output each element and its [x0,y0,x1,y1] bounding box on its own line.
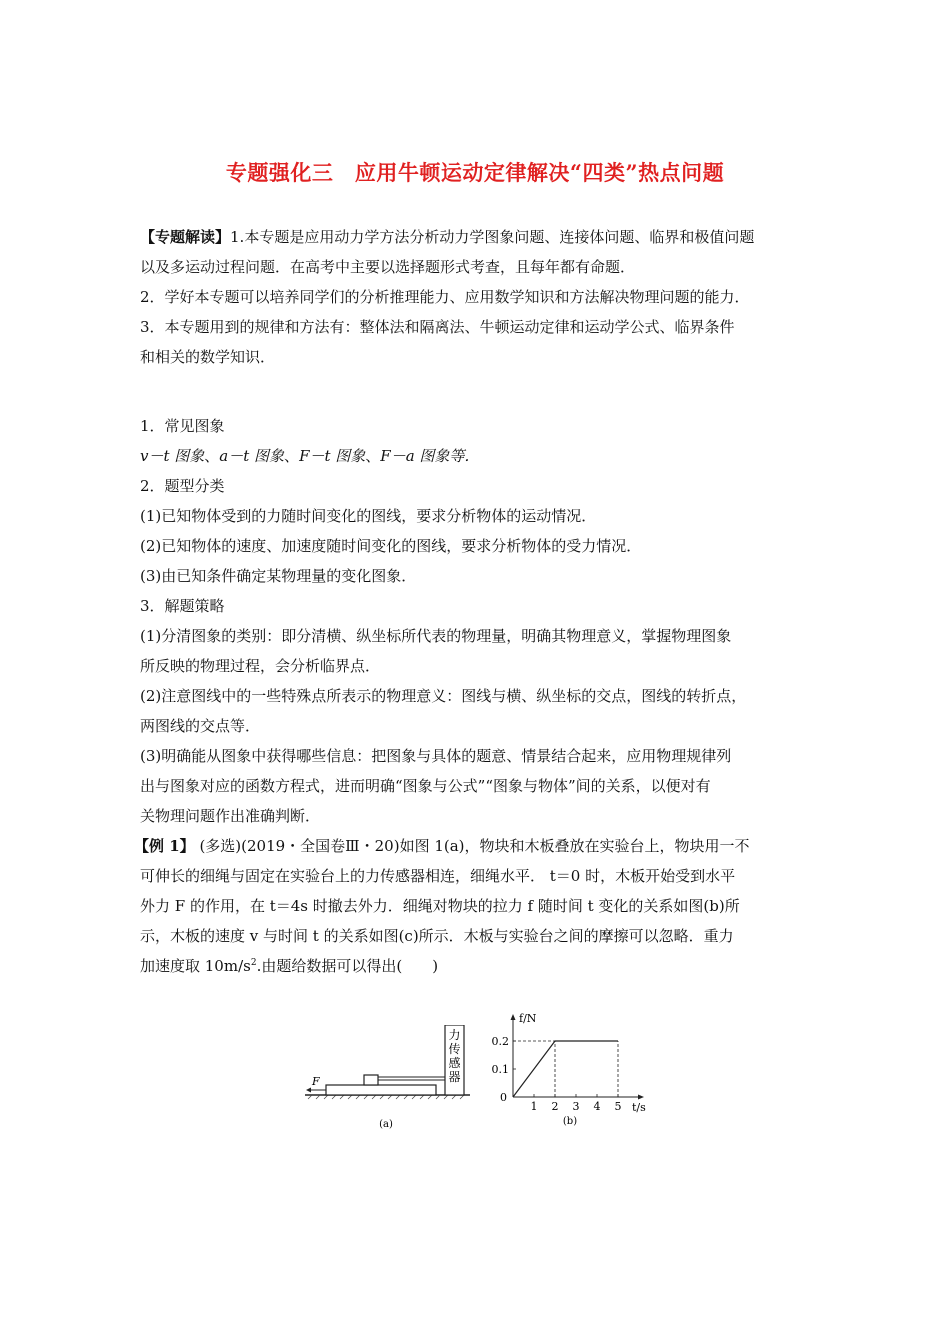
y-axis-arrow [511,1014,516,1020]
intro-line-1: 【专题解读】1.本专题是应用动力学方法分析动力学图象问题、连接体问题、临界和极值问题 [140,228,755,246]
force-arrowhead [306,1088,311,1093]
intro-line-5: 和相关的数学知识． [140,348,276,366]
section-3-item-3c: 关物理问题作出准确判断． [140,807,321,825]
series-line [513,1041,618,1097]
sensor-label-char: 感 [448,1056,461,1070]
section-3-item-3a: (3)明确能从图象中获得哪些信息：把图象与具体的题意、情景结合起来，应用物理规律列 [140,747,732,765]
force-label: F [312,1075,320,1088]
example-line-3: 外力 F 的作用，在 t＝4s 时撤去外力．细绳对物块的拉力 f 随时间 t 变化的关系如图(b)所 [140,897,740,915]
example-line-5: 加速度取 $10m/s^2$.由题给数据可以得出( ) [140,957,439,975]
page-title: 专题强化三 应用牛顿运动定律解决“四类”热点问题 [225,160,725,185]
x-tick-label: 4 [593,1100,601,1113]
figure-a-apparatus [300,1025,480,1135]
intro-line-3: 2．学好本专题可以培养同学们的分析推理能力、应用数学知识和方法解决物理问题的能力． [140,288,750,306]
section-2-item-3: (3)由已知条件确定某物理量的变化图象． [140,567,417,585]
intro-tag: 【专题解读】 [140,228,231,246]
section-1-items: v－t 图象、a－t 图象、F－t 图象、F－a 图象等． [140,447,480,465]
caption-a: (a) [379,1119,393,1130]
figure-b-chart [480,1010,650,1135]
section-3-item-3b: 出与图象对应的函数方程式，进而明确“图象与公式”“图象与物体”间的关系，以便对有 [140,777,711,795]
x-tick-label: 5 [614,1100,622,1113]
sensor-label-char: 器 [448,1070,461,1084]
intro-line-2: 以及多运动过程问题．在高考中主要以选择题形式考查，且每年都有命题． [140,258,636,276]
y-tick-label: 0.2 [491,1035,509,1048]
x-tick-label: 2 [551,1100,559,1113]
section-3-item-1a: (1)分清图象的类别：即分清横、纵坐标所代表的物理量，明确其物理意义，掌握物理图象 [140,627,732,645]
sensor-label-char: 传 [448,1042,461,1056]
caption-b: (b) [562,1116,578,1127]
y-tick-label: 0.1 [491,1063,509,1076]
section-2-item-1: (1)已知物体受到的力随时间变化的图线，要求分析物体的运动情况． [140,507,597,525]
section-1-heading: 1．常见图象 [140,417,225,435]
intro-block [140,222,820,372]
origin-label: 0 [500,1091,507,1104]
x-tick-label: 1 [530,1100,538,1113]
x-axis-label: t/s [632,1101,646,1114]
section-2-heading: 2．题型分类 [140,477,225,495]
sensor-label-char: 力 [448,1028,461,1042]
block [364,1075,378,1085]
intro-line-4: 3．本专题用到的规律和方法有：整体法和隔离法、牛顿运动定律和运动学公式、临界条件 [140,318,735,336]
section-3-item-2a: (2)注意图线中的一些特殊点所表示的物理意义：图线与横、纵坐标的交点，图线的转折点， [140,687,747,705]
section-3-item-1b: 所反映的物理过程，会分析临界点． [140,657,381,675]
section-3-item-2b: 两图线的交点等． [140,717,261,735]
example-line-1: 【例 1】 (多选)(2019・全国卷Ⅲ・20)如图 1(a)，物块和木板叠放在实验台上，物块用一不 [134,837,750,855]
example-line-2: 可伸长的细绳与固定在实验台上的力传感器相连，细绳水平． t＝0 时，木板开始受到水平 [140,867,736,885]
example-tag: 【例 1】 [134,837,195,855]
y-axis-label: f/N [519,1012,537,1025]
section-3-heading: 3．解题策略 [140,597,225,615]
example-line-4: 示，木板的速度 v 与时间 t 的关系如图(c)所示．木板与实验台之间的摩擦可以忽略．重力 [140,927,734,945]
section-2-item-2: (2)已知物体的速度、加速度随时间变化的图线，要求分析物体的受力情况． [140,537,642,555]
x-tick-label: 3 [572,1100,580,1113]
x-axis-arrow [638,1095,644,1100]
section-block [134,411,820,981]
board [326,1085,436,1095]
